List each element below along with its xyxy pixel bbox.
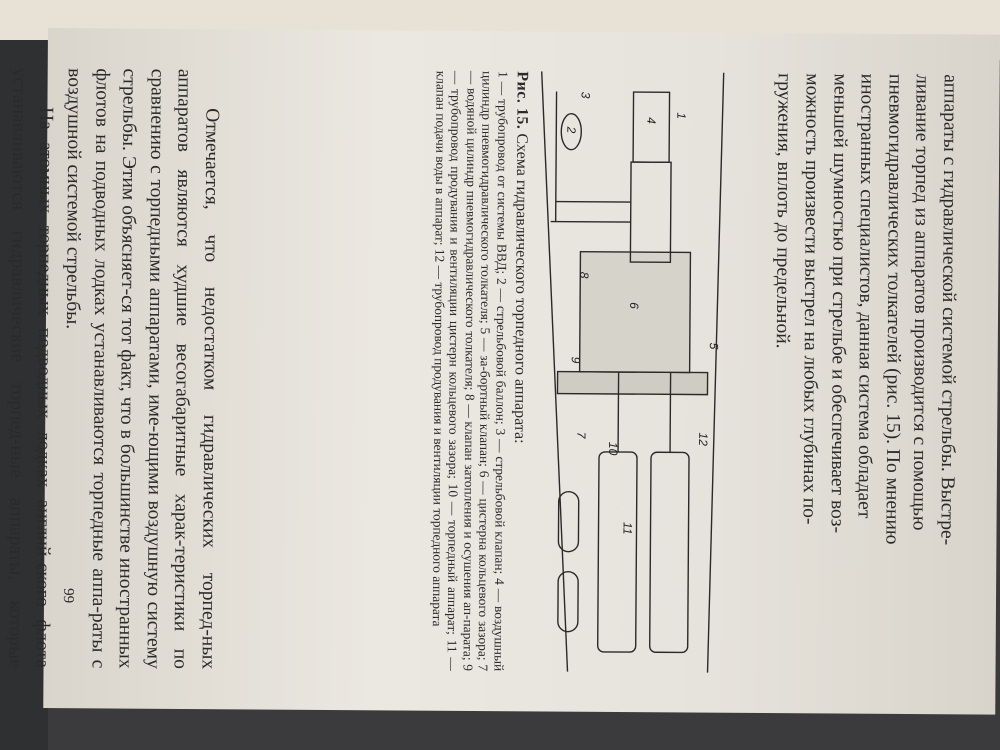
bulkhead xyxy=(557,372,707,395)
figure-title-text: Схема гидравлического торпедного аппарата: xyxy=(511,133,531,444)
book-page xyxy=(4,28,1000,715)
body-text xyxy=(0,68,226,670)
torpedo-tube-lower xyxy=(598,452,637,652)
intro-text xyxy=(766,73,963,674)
figure-caption xyxy=(429,71,532,672)
ring-gap-tank xyxy=(580,252,691,373)
hull-line-top xyxy=(708,73,724,673)
pipeline xyxy=(556,92,557,222)
diagram-label-8: 8 xyxy=(577,271,592,279)
torpedo-tube-upper xyxy=(650,452,689,652)
tube-pipe-upper xyxy=(670,372,671,452)
intro-line: иностранных специалистов, данная система обладает xyxy=(853,73,878,519)
figure-number: Рис. 15. xyxy=(513,71,531,130)
rotated-page-content xyxy=(4,28,1000,715)
air-cylinder xyxy=(633,92,669,162)
diagram-label-11: 11 xyxy=(620,522,635,535)
figure-title xyxy=(508,71,532,671)
diagram-label-10: 10 xyxy=(606,441,621,456)
diagram-label-12: 12 xyxy=(696,432,711,446)
diagram-label-4: 4 xyxy=(644,117,659,124)
figure-legend: 1 — трубопровод от системы ВВД; 2 — стрельбовой баллон; 3 — стрельбовой клапан; 4 — воздушный цилиндр пневмогидравлического толкателя; 5 — за-бортный клапан; 6 — цистерна кольцевого зазора; 7 — водяной цилиндр пневмогидравлического толкателя; 8 — клапан затопления и осушения ап-парата; 9 — трубопровод продувания и вентиляции цистерн кольцевого зазора; 10 — торпедный аппарат; 11 — клапан подачи воды в аппарат; 12 — трубопровод продувания и вентиляции торпедного аппарата xyxy=(429,70,511,672)
diagram-label-1: 1 xyxy=(674,112,689,120)
pipeline xyxy=(551,222,631,223)
diagram-label-2: 2 xyxy=(564,126,579,134)
pipeline xyxy=(556,202,631,203)
diagram-label-6: 6 xyxy=(627,302,642,309)
torpedo-tube-diagram xyxy=(533,71,732,672)
intro-line: ливание торпед из аппаратов производится с помощью xyxy=(908,74,934,531)
intro-line: гружения, вплоть до предельной. xyxy=(772,73,796,349)
diagram-svg xyxy=(533,71,732,672)
body-paragraph: Отмечается, что недостатком гидравлических торпед-ных аппаратов являются худшие весогабаритные харак-теристики по сравнению с торпедными аппаратами, име-ющими воздушную систему стрельбы. Этим объясняет-ся тот факт, что в большинстве иностранных флотов на подводных лодках устанавливаются торпедные аппа-раты с воздушной системой стрельбы. xyxy=(61,68,223,670)
body-paragraph: На атомных торпедных подводных лодках англий-ского флота устанавливаются гидравлические торпед-ные аппараты, которые xyxy=(4,67,57,669)
stored-torpedo xyxy=(558,572,578,632)
tube-pipe-lower xyxy=(618,372,619,452)
intro-line: можность произвести выстрел на любых глубинах по- xyxy=(798,73,823,525)
diagram-label-5: 5 xyxy=(706,342,721,350)
diagram-label-3: 3 xyxy=(578,91,593,99)
page-number: 99 xyxy=(59,588,77,604)
intro-line: меньшей шумностью при стрельбе и обеспечивает воз- xyxy=(826,73,851,534)
water-cylinder xyxy=(630,162,671,262)
intro-line: пневмогидравлических толкателей (рис. 15). По мнению xyxy=(881,73,906,545)
diagram-label-9: 9 xyxy=(568,356,583,364)
diagram-label-7: 7 xyxy=(574,431,589,439)
intro-line: аппараты с гидравлической системой стрельбы. Выстре- xyxy=(936,74,961,546)
